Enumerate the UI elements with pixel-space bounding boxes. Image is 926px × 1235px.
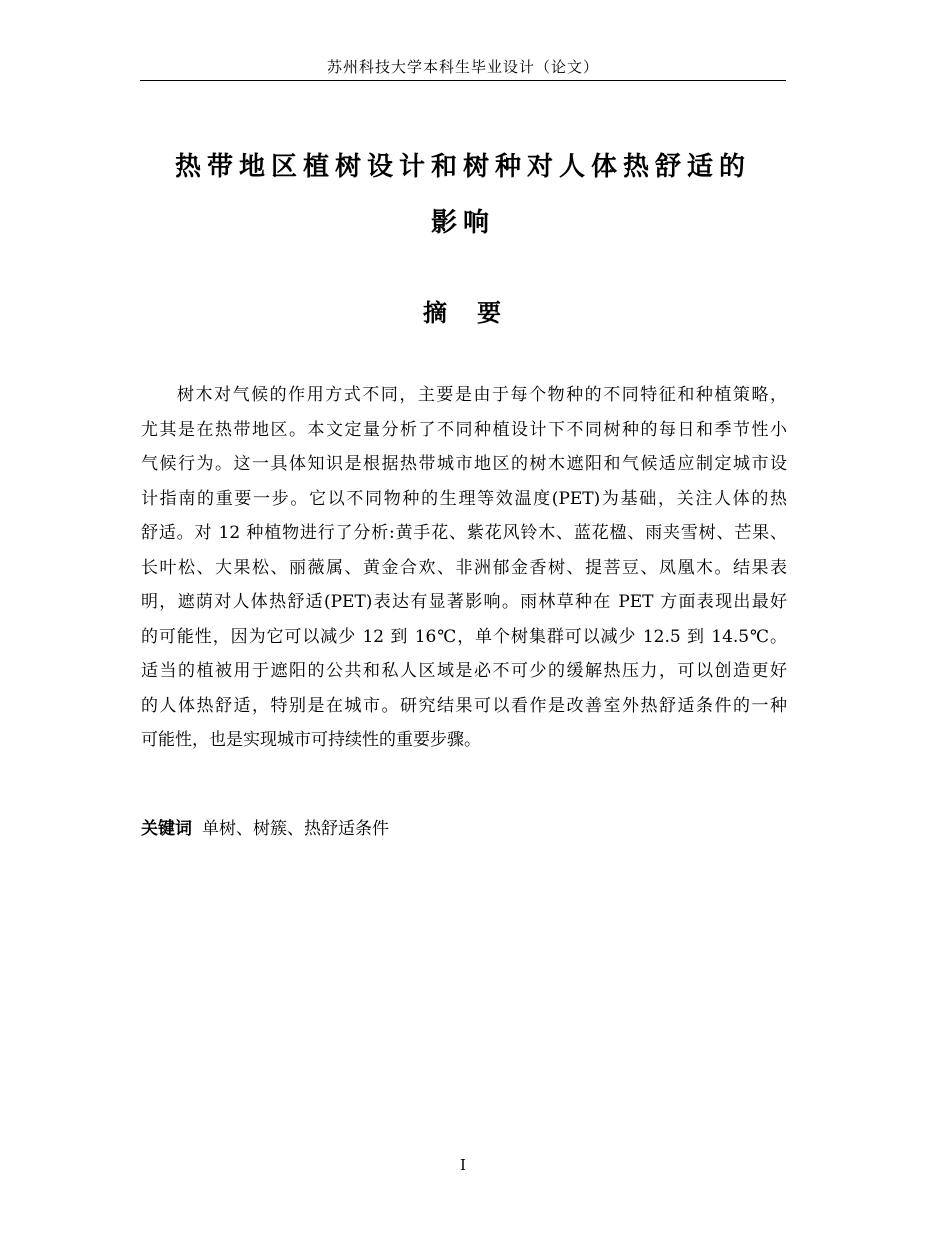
abstract-body <box>141 378 787 758</box>
abstract-line: 树木对气候的作用方式不同，主要是由于每个物种的不同特征和种植策略， <box>177 385 787 405</box>
abstract-line: 适当的植被用于遮阳的公共和私人区域是必不可少的缓解热压力，可以创造更好 <box>141 661 787 681</box>
abstract-heading-char-2: 要 <box>477 299 503 327</box>
header-rule <box>140 80 786 81</box>
abstract-line: 气候行为。这一具体知识是根据热带城市地区的树木遮阳和气候适应制定城市设 <box>141 454 787 474</box>
keywords-label: 关键词 <box>141 819 192 839</box>
abstract-heading-char-1: 摘 <box>423 299 449 327</box>
thesis-title-line-1: 热带地区植树设计和树种对人体热舒适的 <box>174 152 751 182</box>
abstract-heading <box>140 296 786 330</box>
abstract-line: 舒适。对 12 种植物进行了分析:黄手花、紫花风铃木、蓝花楹、雨夹雪树、芒果、 <box>141 523 787 543</box>
thesis-title-line-2: 影响 <box>430 208 495 238</box>
abstract-line: 长叶松、大果松、丽薇属、黄金合欢、非洲郁金香树、提菩豆、凤凰木。结果表 <box>141 557 787 578</box>
abstract-line: 的人体热舒适，特别是在城市。研究结果可以看作是改善室外热舒适条件的一种 <box>141 695 787 716</box>
keywords-value: 单树、树簇、热舒适条件 <box>202 819 389 839</box>
abstract-line: 的可能性，因为它可以减少 12 到 16℃，单个树集群可以减少 12.5 到 14.5℃。 <box>141 626 787 647</box>
abstract-line: 计指南的重要一步。它以不同物种的生理等效温度(PET)为基础，关注人体的热 <box>141 488 787 509</box>
abstract-line: 尤其是在热带地区。本文定量分析了不同种植设计下不同树种的每日和季节性小 <box>141 419 787 440</box>
running-header: 苏州科技大学本科生毕业设计（论文） <box>326 58 599 76</box>
abstract-line: 可能性，也是实现城市可持续性的重要步骤。 <box>141 730 481 750</box>
page-number: I <box>460 1156 466 1174</box>
abstract-line: 明，遮荫对人体热舒适(PET)表达有显著影响。雨林草种在 PET 方面表现出最好 <box>141 592 787 612</box>
keywords <box>141 814 787 844</box>
